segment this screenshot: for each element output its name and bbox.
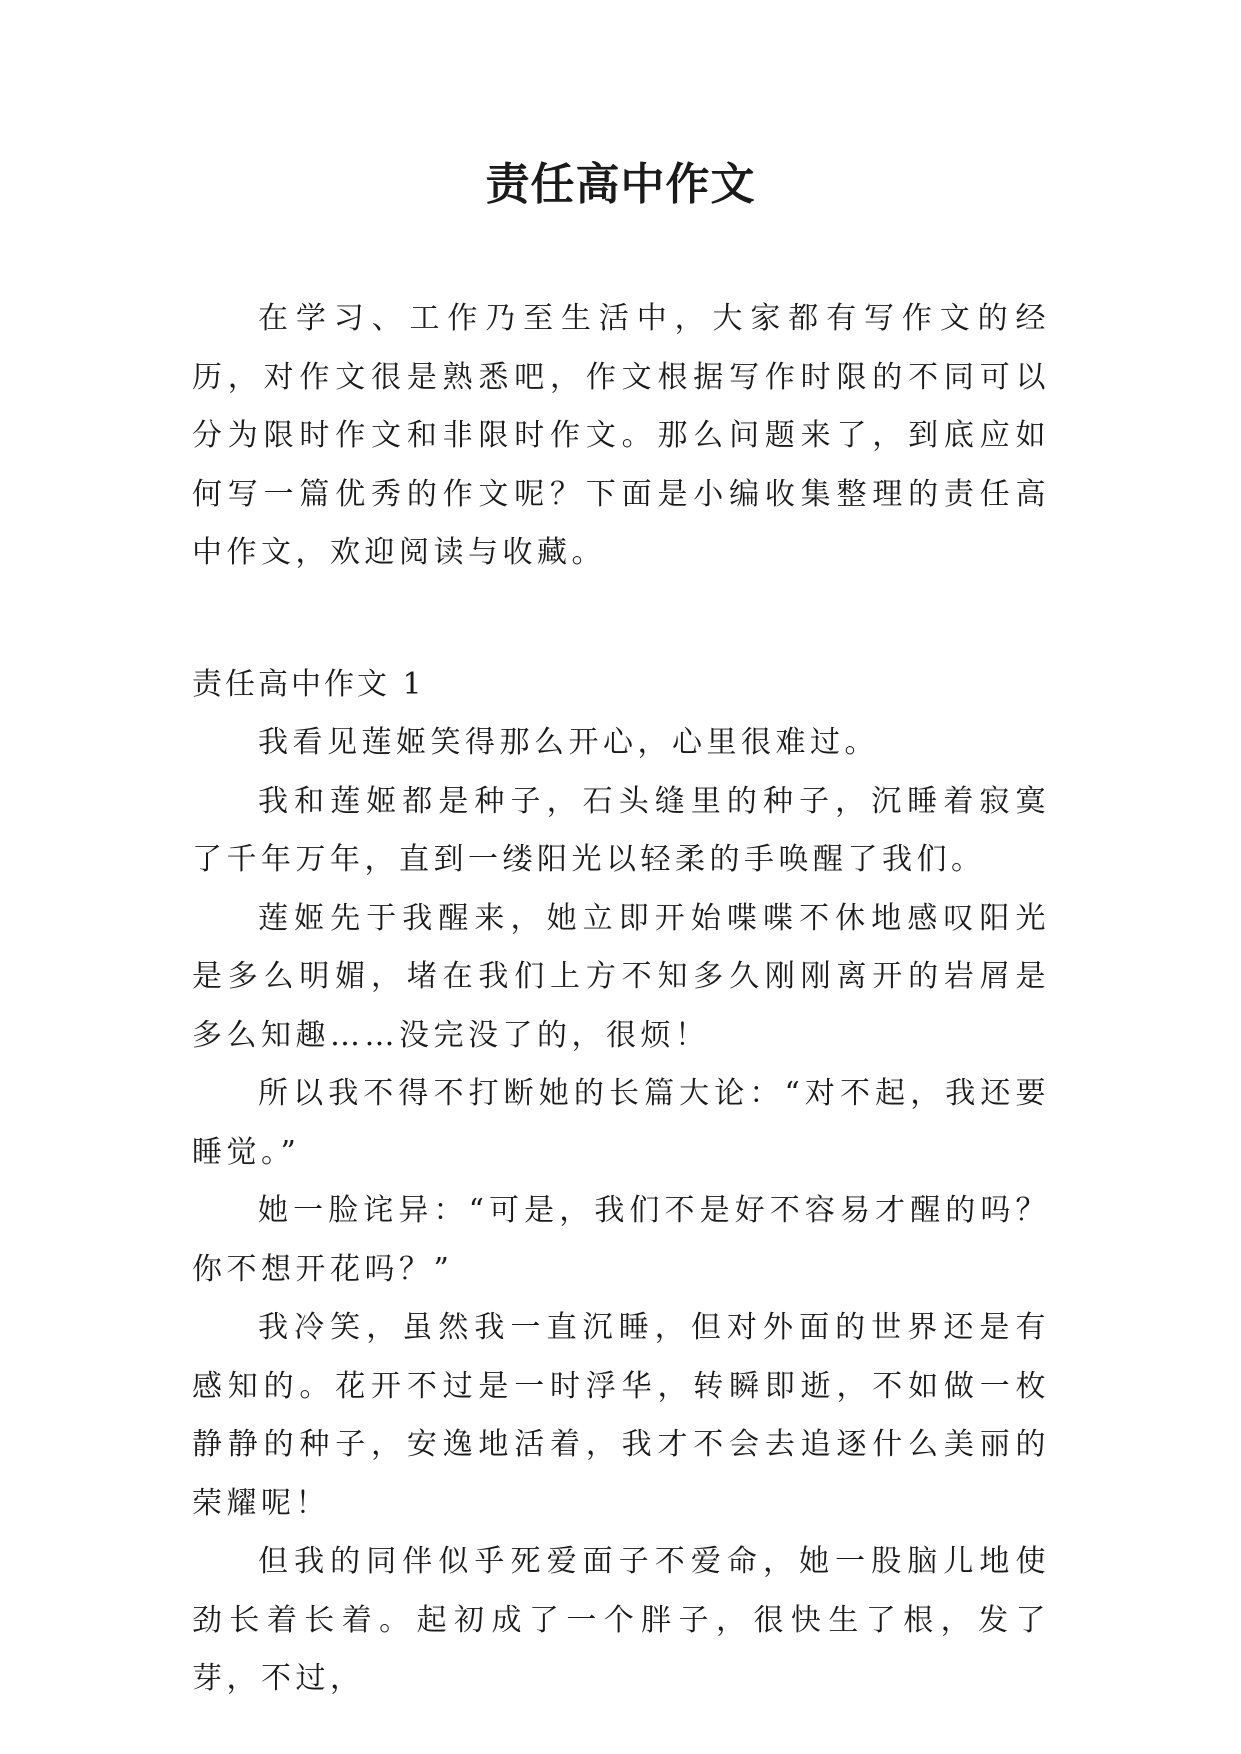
body-paragraph: 我看见莲姬笑得那么开心，心里很难过。 <box>258 725 879 760</box>
body-paragraph: 所以我不得不打断她的长篇大论：“对不起，我还要睡觉。” <box>192 1076 1050 1170</box>
section-heading: 责任高中作文 1 <box>192 666 425 702</box>
body-paragraph: 莲姬先于我醒来，她立即开始喋喋不休地感叹阳光是多么明媚，堵在我们上方不知多久刚刚离开的岩屑是多么知趣……没完没了的，很烦！ <box>192 900 1050 1053</box>
body-paragraph: 我冷笑，虽然我一直沉睡，但对外面的世界还是有感知的。花开不过是一时浮华，转瞬即逝，不如做一枚静静的种子，安逸地活着，我才不会去追逐什么美丽的荣耀呢！ <box>192 1310 1050 1521</box>
body-paragraph: 但我的同伴似乎死爱面子不爱命，她一股脑儿地使劲长着长着。起初成了一个胖子，很快生了根，发了芽，不过， <box>192 1544 1050 1696</box>
document-body <box>192 290 1050 1709</box>
document-title: 责任高中作文 <box>485 159 756 210</box>
body-paragraph: 我和莲姬都是种子，石头缝里的种子，沉睡着寂寞了千年万年，直到一缕阳光以轻柔的手唤醒了我们。 <box>192 783 1050 877</box>
body-paragraph: 她一脸诧异：“可是，我们不是好不容易才醒的吗？你不想开花吗？” <box>192 1193 1050 1287</box>
intro-paragraph: 在学习、工作乃至生活中，大家都有写作文的经历，对作文很是熟悉吧，作文根据写作时限的不同可以分为限时作文和非限时作文。那么问题来了，到底应如何写一篇优秀的作文呢？下面是小编收集整理的责任高中作文，欢迎阅读与收藏。 <box>192 301 1050 570</box>
